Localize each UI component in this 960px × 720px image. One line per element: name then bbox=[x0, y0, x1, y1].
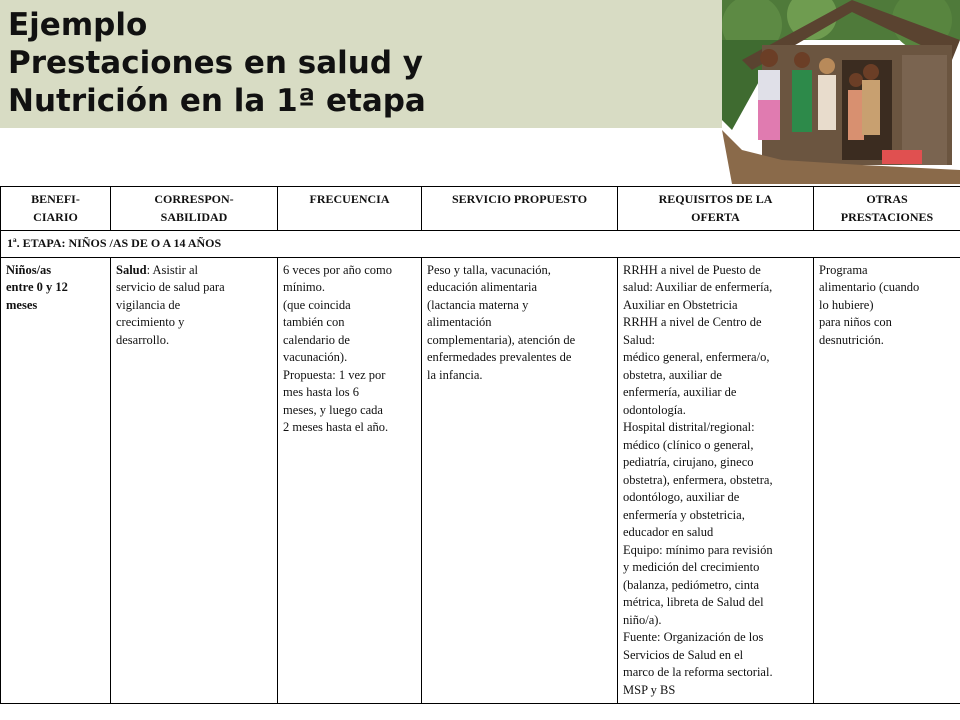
cell-servicio: Peso y talla, vacunación, educación alimentaria (lactancia materna y alimentación complementaria), atención de enfermedades prevalentes de la infancia. bbox=[422, 257, 618, 704]
stage-label: 1ª. ETAPA: NIÑOS /AS DE O A 14 AÑOS bbox=[1, 231, 960, 258]
title-line-2: Prestaciones en salud y bbox=[8, 45, 424, 81]
stage-row bbox=[1, 231, 960, 258]
family-photo-image bbox=[722, 0, 960, 184]
header-frecuencia: FRECUENCIA bbox=[278, 187, 422, 231]
title-band bbox=[0, 0, 722, 128]
title-line-1: Ejemplo bbox=[8, 7, 148, 43]
header-beneficiario: BENEFI- CIARIO bbox=[1, 187, 111, 231]
benefits-table bbox=[0, 186, 960, 704]
header-requisitos-oferta: REQUISITOS DE LA OFERTA bbox=[618, 187, 814, 231]
cell-frecuencia: 6 veces por año como mínimo. (que coincida también con calendario de vacunación). Propuesta: 1 vez por mes hasta los 6 meses, y luego cada 2 meses hasta el año. bbox=[278, 257, 422, 704]
header-otras-prestaciones: OTRAS PRESTACIONES bbox=[814, 187, 960, 231]
table-row bbox=[1, 257, 960, 704]
cell-requisitos: RRHH a nivel de Puesto de salud: Auxiliar de enfermería, Auxiliar en Obstetricia RRHH a nivel de Centro de Salud: médico general, enfermera/o, obstetra, auxiliar de enfermería, auxiliar de odontología. Hospital distrital/regional: médico (clínico o general, pediatría, cirujano, gineco obstetra), enfermera, obstetra, odontólogo, auxiliar de enfermería y obstetricia, educador en salud Equipo: mínimo para revisión y medición del crecimiento (balanza, pediómetro, cinta métrica, libreta de Salud del niño/a). Fuente: Organización de los Servicios de Salud en el marco de la reforma sectorial. MSP y BS bbox=[618, 257, 814, 704]
title-line-3: Nutrición en la 1ª etapa bbox=[8, 83, 426, 119]
header-servicio-propuesto: SERVICIO PROPUESTO bbox=[422, 187, 618, 231]
header-corresponsabilidad: CORRESPON- SABILIDAD bbox=[111, 187, 278, 231]
cell-otras: Programa alimentario (cuando lo hubiere) para niños con desnutrición. bbox=[814, 257, 960, 704]
corresp-bold-label: Salud bbox=[116, 262, 147, 277]
corresp-text: : Asistir al servicio de salud para vigilancia de crecimiento y desarrollo. bbox=[116, 262, 225, 347]
cell-corresponsabilidad bbox=[111, 257, 278, 704]
header-row bbox=[1, 187, 960, 231]
cell-beneficiario: Niños/as entre 0 y 12 meses bbox=[1, 257, 111, 704]
page-title bbox=[8, 6, 426, 120]
